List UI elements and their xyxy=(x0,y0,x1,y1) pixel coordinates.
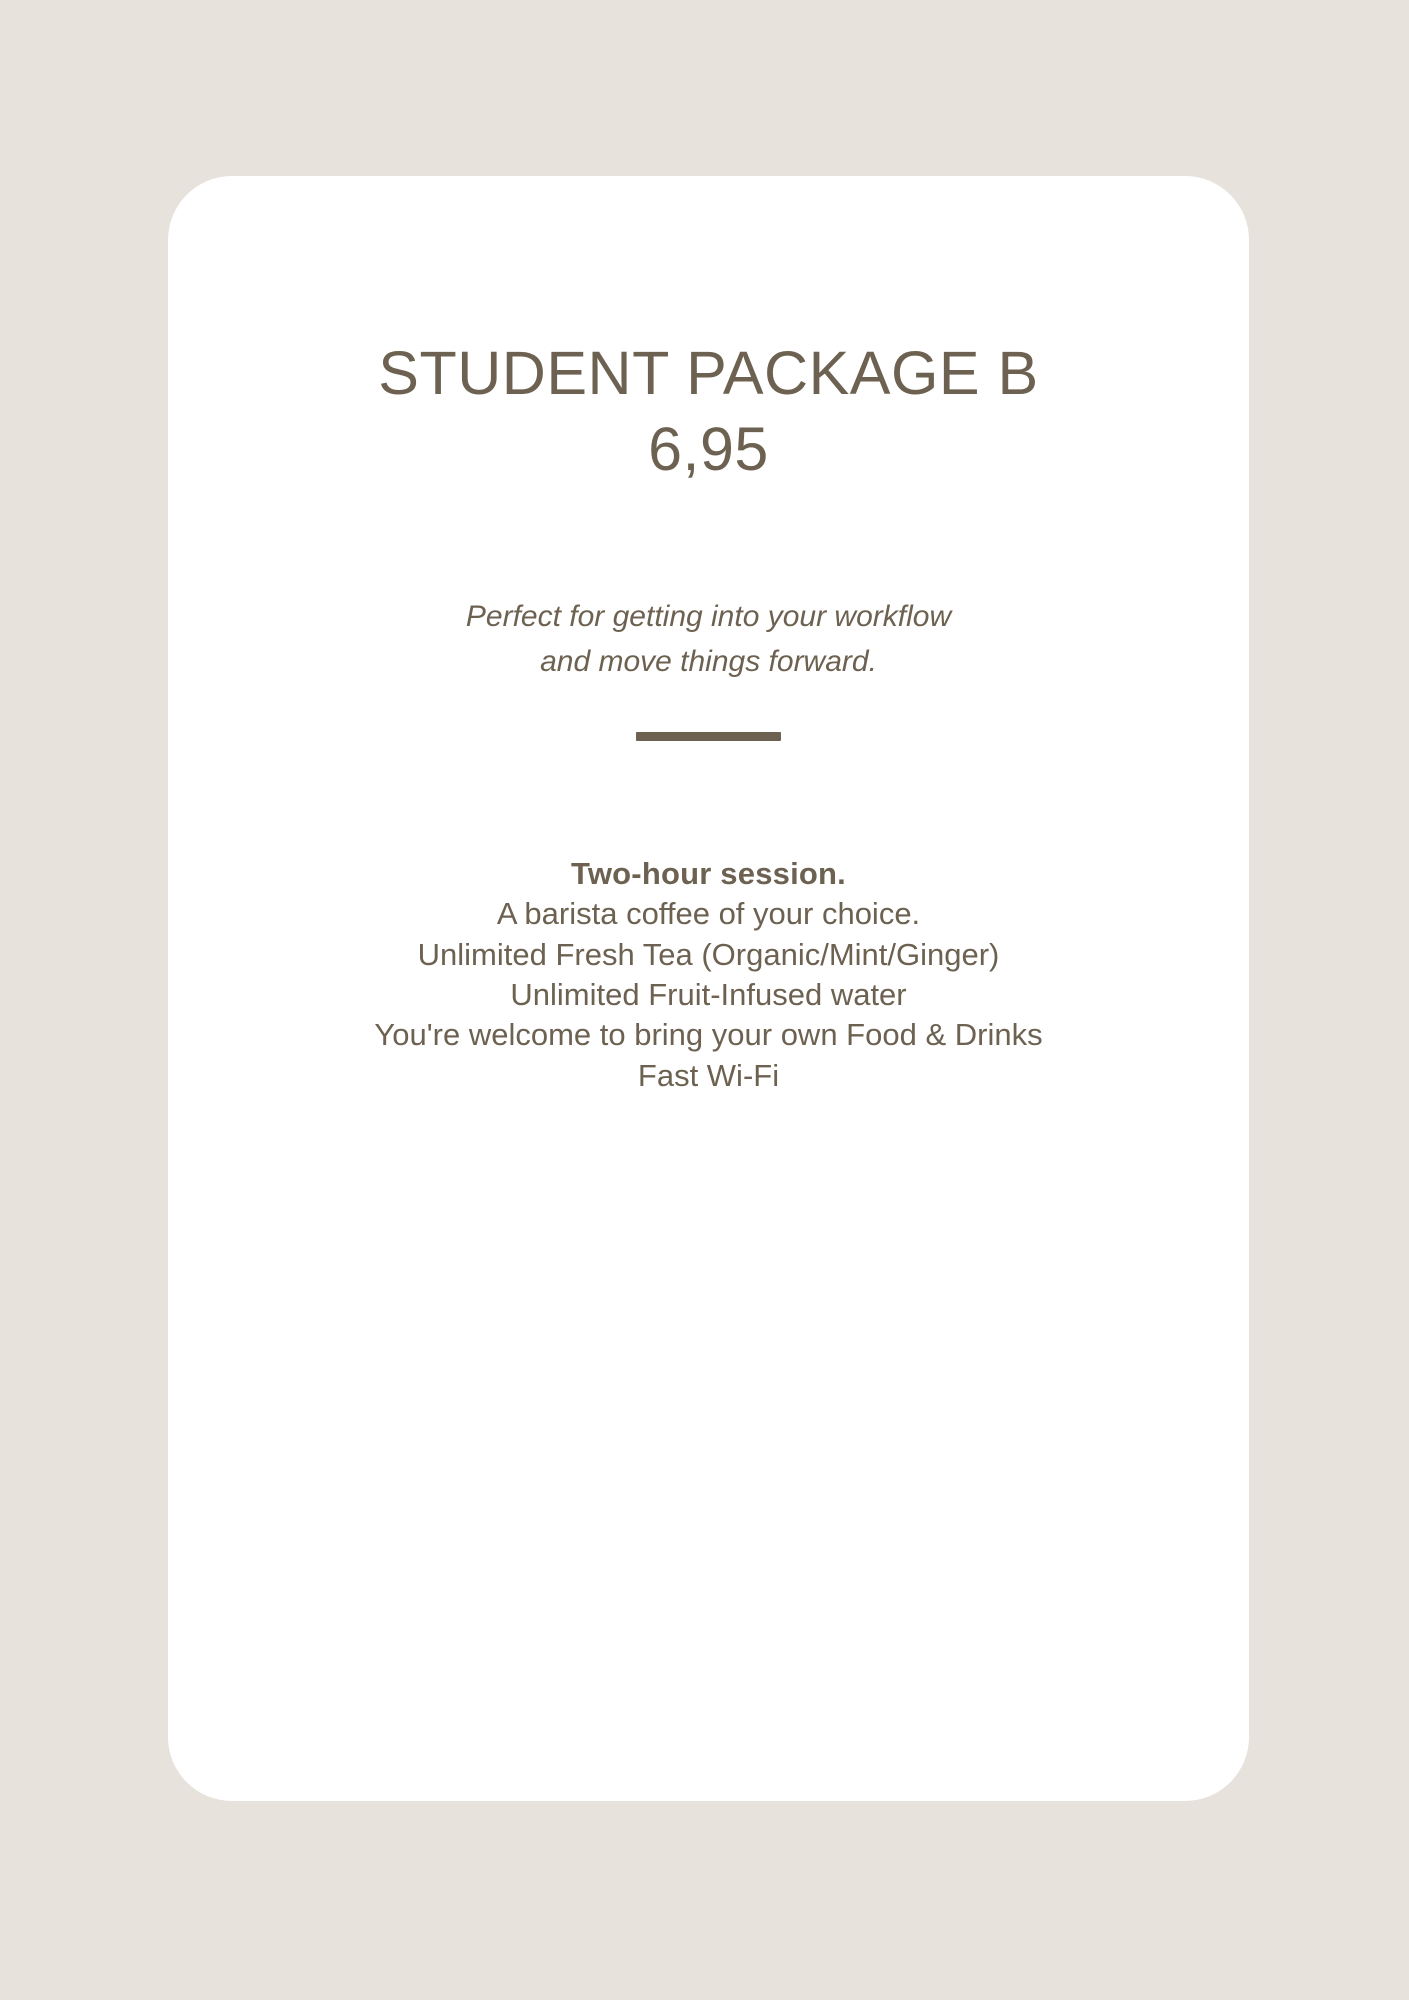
divider-container xyxy=(238,684,1179,746)
package-detail-line: A barista coffee of your choice. xyxy=(496,896,921,932)
package-detail-line: Two-hour session. xyxy=(571,856,846,892)
package-card xyxy=(168,176,1249,1801)
package-details-list xyxy=(238,746,1179,1096)
card-content xyxy=(168,176,1249,1096)
package-price: 6,95 xyxy=(648,414,769,483)
package-detail-line: Unlimited Fruit-Infused water xyxy=(510,976,907,1012)
section-divider xyxy=(636,732,781,741)
page-title: STUDENT PACKAGE B xyxy=(378,339,1039,407)
package-detail-line: Unlimited Fresh Tea (Organic/Mint/Ginger) xyxy=(417,936,1000,972)
package-detail-line: You're welcome to bring your own Food & Drinks xyxy=(374,1017,1043,1053)
package-detail-line: Fast Wi-Fi xyxy=(637,1057,780,1093)
package-tagline: Perfect for getting into your workflow and move things forward. xyxy=(465,600,952,678)
